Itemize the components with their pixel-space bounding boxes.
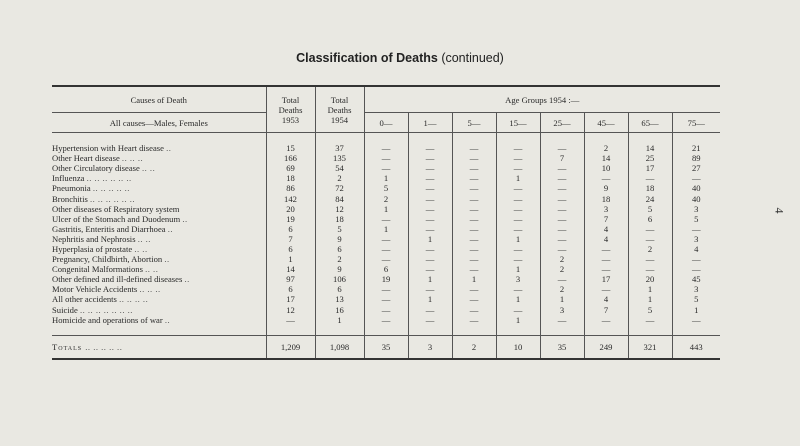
age-0-cell: — xyxy=(364,284,408,294)
header-total-1953 xyxy=(266,86,315,133)
leader-dots: .. .. xyxy=(145,264,159,275)
age-25-cell: — xyxy=(540,143,584,153)
title-main: Classification of Deaths xyxy=(296,51,438,65)
age-25-cell: — xyxy=(540,244,584,254)
age-0-cell: 5 xyxy=(364,183,408,193)
header-age-45: 45— xyxy=(584,113,628,133)
header-total-1954-line1: Total xyxy=(330,94,349,105)
totals-age-15: 10 xyxy=(496,335,540,359)
leader-dots: .. xyxy=(164,254,170,265)
total-1953-cell: — xyxy=(266,315,315,325)
age-65-cell: — xyxy=(628,264,672,274)
age-45-cell: — xyxy=(584,284,628,294)
age-15-cell: — xyxy=(496,244,540,254)
age-15-cell: 1 xyxy=(496,315,540,325)
total-1953-cell: 15 xyxy=(266,143,315,153)
table-row xyxy=(52,284,720,294)
table-row xyxy=(52,163,720,173)
age-5-cell: — xyxy=(452,315,496,325)
age-25-cell: 2 xyxy=(540,254,584,264)
header-total-1954-line2: Deaths xyxy=(327,104,352,115)
header-age-5: 5— xyxy=(452,113,496,133)
age-25-cell: — xyxy=(540,224,584,234)
cause-cell xyxy=(52,163,266,173)
age-5-cell: — xyxy=(452,284,496,294)
age-65-cell: — xyxy=(628,173,672,183)
cause-label: Other Circulatory disease xyxy=(52,163,140,174)
age-75-cell: 89 xyxy=(672,153,720,163)
total-1954-cell: 135 xyxy=(315,153,364,163)
age-1-cell: — xyxy=(408,193,452,203)
age-5-cell: — xyxy=(452,305,496,315)
cause-cell xyxy=(52,173,266,183)
age-15-cell: — xyxy=(496,183,540,193)
header-causes-of-death: Causes of Death xyxy=(52,86,266,113)
total-1953-cell: 6 xyxy=(266,244,315,254)
age-45-cell: — xyxy=(584,264,628,274)
age-75-cell: 21 xyxy=(672,143,720,153)
age-15-cell: — xyxy=(496,284,540,294)
age-45-cell: 7 xyxy=(584,214,628,224)
cause-label: Homicide and operations of war xyxy=(52,314,163,325)
leader-dots: .. xyxy=(164,314,171,325)
leader-dots: .. xyxy=(166,143,172,154)
total-1953-cell: 14 xyxy=(266,264,315,274)
table-row xyxy=(52,183,720,193)
age-0-cell: — xyxy=(364,214,408,224)
table-row xyxy=(52,254,720,264)
age-1-cell: 1 xyxy=(408,234,452,244)
age-5-cell: — xyxy=(452,264,496,274)
totals-row xyxy=(52,335,720,359)
total-1954-cell: 5 xyxy=(315,224,364,234)
totals-age-1: 3 xyxy=(408,335,452,359)
age-65-cell: — xyxy=(628,315,672,325)
age-1-cell: — xyxy=(408,153,452,163)
age-1-cell: — xyxy=(408,143,452,153)
age-5-cell: — xyxy=(452,143,496,153)
cause-cell xyxy=(52,214,266,224)
table-row xyxy=(52,204,720,214)
age-75-cell: 5 xyxy=(672,214,720,224)
age-0-cell: 1 xyxy=(364,204,408,214)
age-25-cell: — xyxy=(540,204,584,214)
age-25-cell: 1 xyxy=(540,294,584,304)
age-1-cell: — xyxy=(408,315,452,325)
total-1953-cell: 12 xyxy=(266,305,315,315)
age-65-cell: 24 xyxy=(628,193,672,203)
cause-label: Other defined and ill-defined diseases xyxy=(52,274,183,285)
age-25-cell: — xyxy=(540,193,584,203)
age-5-cell: — xyxy=(452,244,496,254)
totals-label-text: Totals xyxy=(52,341,83,352)
leader-dots: .. .. xyxy=(137,233,151,244)
age-75-cell: 1 xyxy=(672,305,720,315)
cause-label: Suicide xyxy=(52,304,78,315)
age-25-cell: — xyxy=(540,173,584,183)
cause-label: All other accidents xyxy=(52,294,117,305)
total-1953-cell: 19 xyxy=(266,214,315,224)
age-15-cell: 3 xyxy=(496,274,540,284)
cause-cell xyxy=(52,143,266,153)
total-1954-cell: 13 xyxy=(315,294,364,304)
age-45-cell: 10 xyxy=(584,163,628,173)
cause-label: Pneumonia xyxy=(52,183,91,194)
age-75-cell: 3 xyxy=(672,204,720,214)
age-45-cell: 18 xyxy=(584,193,628,203)
age-5-cell: — xyxy=(452,214,496,224)
total-1953-cell: 7 xyxy=(266,234,315,244)
age-15-cell: — xyxy=(496,224,540,234)
age-15-cell: 1 xyxy=(496,264,540,274)
page-number: 4 xyxy=(772,207,787,214)
age-25-cell: — xyxy=(540,234,584,244)
age-45-cell: 7 xyxy=(584,305,628,315)
leader-dots: .. .. .. .. .. xyxy=(92,183,130,194)
total-1953-cell: 86 xyxy=(266,183,315,193)
leader-dots: .. .. xyxy=(134,243,148,254)
header-age-15: 15— xyxy=(496,113,540,133)
age-25-cell: — xyxy=(540,274,584,284)
age-45-cell: — xyxy=(584,173,628,183)
age-15-cell: — xyxy=(496,193,540,203)
age-75-cell: 3 xyxy=(672,234,720,244)
age-1-cell: — xyxy=(408,264,452,274)
total-1953-cell: 17 xyxy=(266,294,315,304)
age-45-cell: 4 xyxy=(584,294,628,304)
age-5-cell: — xyxy=(452,234,496,244)
total-1954-cell: 84 xyxy=(315,193,364,203)
table-row xyxy=(52,234,720,244)
header-total-1953-line3: 1953 xyxy=(281,114,300,125)
age-15-cell: — xyxy=(496,153,540,163)
leader-dots: .. .. xyxy=(141,163,156,174)
totals-1954: 1,098 xyxy=(315,335,364,359)
leader-dots: .. .. .. xyxy=(139,284,161,295)
age-5-cell: — xyxy=(452,153,496,163)
total-1953-cell: 6 xyxy=(266,224,315,234)
totals-1953: 1,209 xyxy=(266,335,315,359)
age-15-cell: 1 xyxy=(496,173,540,183)
totals-age-75: 443 xyxy=(672,335,720,359)
header-total-1953-line2: Deaths xyxy=(278,104,303,115)
age-0-cell: — xyxy=(364,143,408,153)
cause-label: Nephritis and Nephrosis xyxy=(52,233,136,244)
cause-cell xyxy=(52,153,266,163)
total-1953-cell: 97 xyxy=(266,274,315,284)
age-45-cell: 2 xyxy=(584,143,628,153)
cause-label: Hyperplasia of prostate xyxy=(52,243,133,254)
total-1954-cell: 18 xyxy=(315,214,364,224)
age-1-cell: — xyxy=(408,204,452,214)
age-65-cell: 5 xyxy=(628,305,672,315)
page-title xyxy=(0,51,800,65)
age-45-cell: 17 xyxy=(584,274,628,284)
age-75-cell: 45 xyxy=(672,274,720,284)
age-25-cell: 2 xyxy=(540,284,584,294)
header-age-75: 75— xyxy=(672,113,720,133)
age-25-cell: — xyxy=(540,163,584,173)
age-5-cell: — xyxy=(452,294,496,304)
age-5-cell: — xyxy=(452,183,496,193)
age-25-cell: 2 xyxy=(540,264,584,274)
age-45-cell: 3 xyxy=(584,204,628,214)
age-5-cell: — xyxy=(452,173,496,183)
age-1-cell: — xyxy=(408,305,452,315)
cause-label: Pregnancy, Childbirth, Abortion xyxy=(52,254,163,265)
age-0-cell: — xyxy=(364,163,408,173)
cause-cell xyxy=(52,294,266,304)
header-age-25: 25— xyxy=(540,113,584,133)
header-age-groups: Age Groups 1954 :— xyxy=(364,86,720,113)
total-1953-cell: 6 xyxy=(266,284,315,294)
cause-label: Hypertension with Heart disease xyxy=(52,143,164,154)
age-5-cell: — xyxy=(452,224,496,234)
totals-age-0: 35 xyxy=(364,335,408,359)
title-sub: (continued) xyxy=(441,51,504,65)
age-1-cell: — xyxy=(408,224,452,234)
age-0-cell: — xyxy=(364,234,408,244)
leader-dots: .. xyxy=(184,274,190,285)
age-65-cell: 6 xyxy=(628,214,672,224)
age-15-cell: — xyxy=(496,204,540,214)
age-75-cell: — xyxy=(672,315,720,325)
header-age-65: 65— xyxy=(628,113,672,133)
leader-dots: .. .. .. .. xyxy=(119,294,149,305)
age-1-cell: — xyxy=(408,183,452,193)
cause-label: Other Heart disease xyxy=(52,153,120,164)
table-row xyxy=(52,274,720,284)
leader-dots: .. .. .. xyxy=(121,153,144,164)
cause-cell xyxy=(52,264,266,274)
cause-cell xyxy=(52,284,266,294)
age-0-cell: — xyxy=(364,315,408,325)
total-1953-cell: 69 xyxy=(266,163,315,173)
age-65-cell: — xyxy=(628,254,672,264)
total-1953-cell: 166 xyxy=(266,153,315,163)
totals-label xyxy=(52,335,266,359)
age-1-cell: — xyxy=(408,173,452,183)
cause-cell xyxy=(52,305,266,315)
header-all-causes: All causes—Males, Females xyxy=(52,113,266,133)
total-1954-cell: 16 xyxy=(315,305,364,315)
cause-cell xyxy=(52,274,266,284)
cause-label: Congenital Malformations xyxy=(52,264,143,275)
cause-cell xyxy=(52,224,266,234)
age-0-cell: — xyxy=(364,244,408,254)
age-65-cell: 1 xyxy=(628,294,672,304)
table-row xyxy=(52,193,720,203)
age-75-cell: — xyxy=(672,264,720,274)
cause-cell xyxy=(52,315,266,325)
cause-label: Other diseases of Respiratory system xyxy=(52,203,180,214)
age-75-cell: 5 xyxy=(672,294,720,304)
leader-dots: .. .. .. .. .. .. xyxy=(89,193,135,204)
total-1953-cell: 20 xyxy=(266,204,315,214)
total-1954-cell: 1 xyxy=(315,315,364,325)
table-row xyxy=(52,173,720,183)
total-1954-cell: 12 xyxy=(315,204,364,214)
header-total-1954-line3: 1954 xyxy=(330,114,349,125)
age-1-cell: 1 xyxy=(408,274,452,284)
age-45-cell: — xyxy=(584,254,628,264)
cause-cell xyxy=(52,183,266,193)
total-1954-cell: 6 xyxy=(315,284,364,294)
age-25-cell: — xyxy=(540,315,584,325)
cause-cell xyxy=(52,204,266,214)
header-age-1: 1— xyxy=(408,113,452,133)
age-75-cell: 3 xyxy=(672,284,720,294)
age-0-cell: 1 xyxy=(364,173,408,183)
age-5-cell: 1 xyxy=(452,274,496,284)
total-1954-cell: 9 xyxy=(315,234,364,244)
total-1954-cell: 106 xyxy=(315,274,364,284)
cause-label: Influenza xyxy=(52,173,85,184)
age-0-cell: — xyxy=(364,254,408,264)
age-0-cell: — xyxy=(364,153,408,163)
age-0-cell: 2 xyxy=(364,193,408,203)
age-25-cell: 3 xyxy=(540,305,584,315)
age-15-cell: 1 xyxy=(496,234,540,244)
totals-age-25: 35 xyxy=(540,335,584,359)
cause-cell xyxy=(52,254,266,264)
age-5-cell: — xyxy=(452,254,496,264)
age-15-cell: 1 xyxy=(496,294,540,304)
age-1-cell: — xyxy=(408,163,452,173)
age-25-cell: — xyxy=(540,183,584,193)
age-0-cell: — xyxy=(364,294,408,304)
table-row xyxy=(52,244,720,254)
total-1954-cell: 2 xyxy=(315,254,364,264)
cause-cell xyxy=(52,244,266,254)
header-total-1954 xyxy=(315,86,364,133)
table-body xyxy=(52,133,720,325)
age-5-cell: — xyxy=(452,163,496,173)
total-1954-cell: 72 xyxy=(315,183,364,193)
age-65-cell: 1 xyxy=(628,284,672,294)
cause-label: Ulcer of the Stomach and Duodenum xyxy=(52,213,181,224)
age-65-cell: 18 xyxy=(628,183,672,193)
age-65-cell: 20 xyxy=(628,274,672,284)
leader-dots: .. .. .. .. .. .. xyxy=(86,173,132,184)
age-75-cell: 4 xyxy=(672,244,720,254)
age-45-cell: 4 xyxy=(584,224,628,234)
age-5-cell: — xyxy=(452,193,496,203)
age-75-cell: — xyxy=(672,254,720,264)
total-1954-cell: 37 xyxy=(315,143,364,153)
age-1-cell: — xyxy=(408,244,452,254)
age-0-cell: — xyxy=(364,305,408,315)
table-row xyxy=(52,305,720,315)
age-1-cell: 1 xyxy=(408,294,452,304)
age-15-cell: — xyxy=(496,163,540,173)
age-25-cell: 7 xyxy=(540,153,584,163)
age-5-cell: — xyxy=(452,204,496,214)
age-65-cell: 5 xyxy=(628,204,672,214)
age-45-cell: — xyxy=(584,315,628,325)
age-45-cell: 14 xyxy=(584,153,628,163)
cause-cell xyxy=(52,234,266,244)
age-15-cell: — xyxy=(496,305,540,315)
total-1954-cell: 2 xyxy=(315,173,364,183)
total-1953-cell: 142 xyxy=(266,193,315,203)
total-1954-cell: 6 xyxy=(315,244,364,254)
deaths-table xyxy=(52,85,720,360)
total-1954-cell: 54 xyxy=(315,163,364,173)
totals-age-65: 321 xyxy=(628,335,672,359)
age-15-cell: — xyxy=(496,254,540,264)
age-75-cell: 40 xyxy=(672,193,720,203)
table-row xyxy=(52,214,720,224)
age-45-cell: — xyxy=(584,244,628,254)
total-1953-cell: 1 xyxy=(266,254,315,264)
cause-label: Motor Vehicle Accidents xyxy=(52,284,138,295)
total-1953-cell: 18 xyxy=(266,173,315,183)
header-total-1953-line1: Total xyxy=(281,94,300,105)
age-65-cell: 14 xyxy=(628,143,672,153)
header-age-0: 0— xyxy=(364,113,408,133)
table-row xyxy=(52,143,720,153)
age-75-cell: 27 xyxy=(672,163,720,173)
age-1-cell: — xyxy=(408,284,452,294)
cause-label: Gastritis, Enteritis and Diarrhoea xyxy=(52,223,166,234)
age-65-cell: 17 xyxy=(628,163,672,173)
table-row xyxy=(52,264,720,274)
age-45-cell: 9 xyxy=(584,183,628,193)
age-0-cell: 6 xyxy=(364,264,408,274)
cause-cell xyxy=(52,193,266,203)
age-75-cell: 40 xyxy=(672,183,720,193)
table-row xyxy=(52,153,720,163)
leader-dots: .. .. .. .. .. .. .. xyxy=(79,304,133,315)
age-75-cell: — xyxy=(672,173,720,183)
totals-dots: .. .. .. .. .. xyxy=(85,341,123,352)
table-row xyxy=(52,294,720,304)
age-65-cell: — xyxy=(628,224,672,234)
total-1954-cell: 9 xyxy=(315,264,364,274)
cause-label: Bronchitis xyxy=(52,193,88,204)
age-65-cell: 2 xyxy=(628,244,672,254)
age-65-cell: — xyxy=(628,234,672,244)
age-1-cell: — xyxy=(408,254,452,264)
age-15-cell: — xyxy=(496,143,540,153)
age-0-cell: 19 xyxy=(364,274,408,284)
age-25-cell: — xyxy=(540,214,584,224)
age-75-cell: — xyxy=(672,224,720,234)
leader-dots: .. xyxy=(182,213,188,224)
age-15-cell: — xyxy=(496,214,540,224)
table-row xyxy=(52,315,720,325)
leader-dots: .. xyxy=(167,223,174,234)
totals-age-45: 249 xyxy=(584,335,628,359)
totals-age-5: 2 xyxy=(452,335,496,359)
age-1-cell: — xyxy=(408,214,452,224)
age-0-cell: 1 xyxy=(364,224,408,234)
table-row xyxy=(52,224,720,234)
age-45-cell: 4 xyxy=(584,234,628,244)
age-65-cell: 25 xyxy=(628,153,672,163)
